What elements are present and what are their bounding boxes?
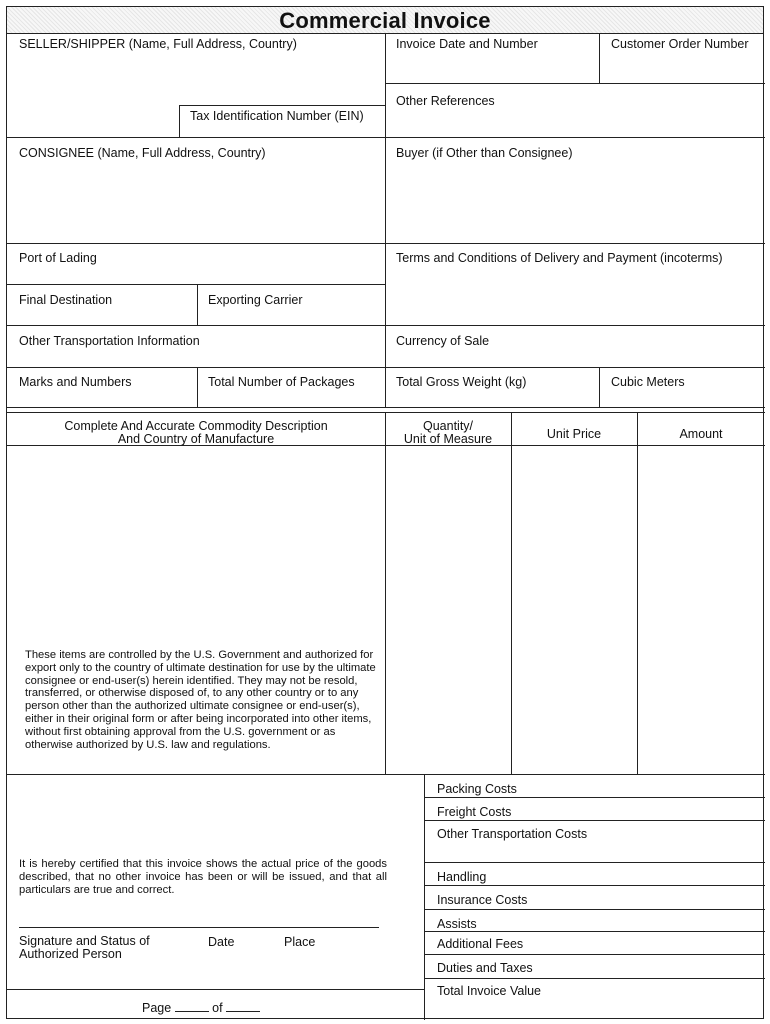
exporting-carrier-label: Exporting Carrier [208,293,303,307]
currency-of-sale-label: Currency of Sale [396,334,490,348]
description-header-line2: And Country of Manufacture [117,432,275,446]
rule [424,862,765,863]
rule [7,137,765,138]
handling-label: Handling [437,870,487,884]
seller-shipper-label: SELLER/SHIPPER (Name, Full Address, Country) [19,37,297,51]
rule [197,284,198,325]
rule [7,407,765,408]
page-blank [175,1001,209,1012]
rule [599,34,600,83]
final-destination-label: Final Destination [19,293,113,307]
signature-line [19,927,379,928]
additional-fees-label: Additional Fees [437,937,524,951]
rule [424,820,765,821]
certification-statement: It is hereby certified that this invoice shows the actual price of the goods described, that no other invoice has been or will be issued, and that all particulars are true and correct. [19,858,387,896]
rule [424,885,765,886]
invoice-date-number-label: Invoice Date and Number [396,37,538,51]
insurance-costs-label: Insurance Costs [437,893,528,907]
cubic-meters-label: Cubic Meters [611,375,685,389]
rule [179,105,180,137]
signature-label-line2: Authorized Person [19,947,122,961]
quantity-header [385,420,511,446]
total-packages-label: Total Number of Packages [208,375,355,389]
other-transportation-costs-label: Other Transportation Costs [437,827,588,841]
quantity-header-line1: Quantity/ [422,419,474,433]
description-header-line1: Complete And Accurate Commodity Description [64,419,328,433]
duties-taxes-label: Duties and Taxes [437,961,533,975]
rule [7,412,765,413]
title-bar [7,7,763,34]
rule [7,325,765,326]
commercial-invoice-form [6,6,764,1019]
tax-id-label: Tax Identification Number (EIN) [190,109,364,123]
rule [7,367,765,368]
of-label: of [212,1001,223,1015]
rule [385,34,386,408]
marks-numbers-label: Marks and Numbers [19,375,132,389]
other-references-label: Other References [396,94,495,108]
export-control-statement: These items are controlled by the U.S. Government and authorized for export only to the country of ultimate destination for use by the ultimate consignee or end-user(s) herein identified. They may not be resold, transferred, or otherwise disposed of, to any other country or to any person other than the authorized ultimate consignee or end-user(s), either in their original form or after being incorporated into other items, without first obtaining approval from the U.S. government or as otherwise authorized by U.S. law and regulations. [25,649,376,751]
amount-header: Amount [679,427,723,441]
rule [424,774,425,1020]
terms-conditions-label: Terms and Conditions of Delivery and Payment (incoterms) [396,251,723,265]
consignee-label: CONSIGNEE (Name, Full Address, Country) [19,146,266,160]
form-title: Commercial Invoice [279,8,491,33]
rule [424,909,765,910]
rule [7,243,765,244]
total-invoice-value-label: Total Invoice Value [437,984,541,998]
rule [599,367,600,407]
rule [637,412,638,774]
rule [424,978,765,979]
customer-order-number-label: Customer Order Number [611,37,749,51]
rule [7,989,424,990]
page-number [142,1001,260,1015]
rule [424,954,765,955]
date-label: Date [208,935,235,949]
description-header [7,420,385,446]
rule [424,797,765,798]
rule [179,105,385,106]
rule [385,83,765,84]
rule [7,284,385,285]
rule [7,774,765,775]
rule [197,367,198,407]
place-label: Place [284,935,316,949]
rule [511,412,512,774]
packing-costs-label: Packing Costs [437,782,517,796]
signature-label-line1: Signature and Status of [19,934,150,948]
rule [385,412,386,774]
page-label: Page [142,1001,172,1015]
quantity-header-line2: Unit of Measure [403,432,493,446]
total-gross-weight-label: Total Gross Weight (kg) [396,375,527,389]
buyer-label: Buyer (if Other than Consignee) [396,146,573,160]
unit-price-header: Unit Price [546,427,602,441]
assists-label: Assists [437,917,477,931]
freight-costs-label: Freight Costs [437,805,512,819]
page-total-blank [226,1001,260,1012]
port-of-lading-label: Port of Lading [19,251,97,265]
signature-label [19,935,150,961]
other-transportation-info-label: Other Transportation Information [19,334,200,348]
rule [424,931,765,932]
